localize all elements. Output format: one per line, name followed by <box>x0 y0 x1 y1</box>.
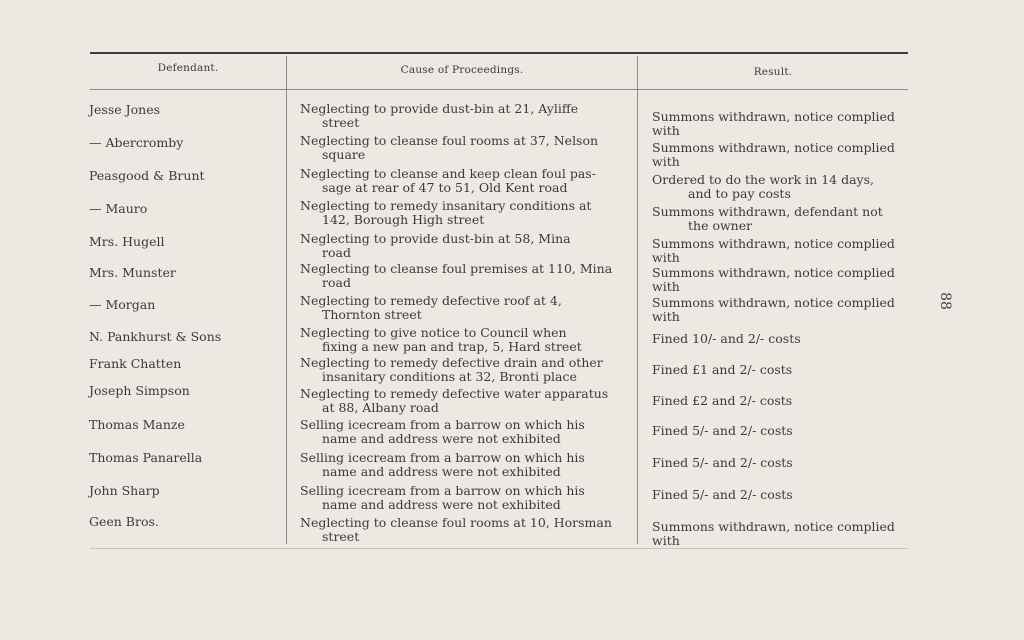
cause-line: Neglecting to remedy defective roof at 4, <box>300 293 562 308</box>
cause-line-continued: road <box>322 275 351 290</box>
result-line: Fined 5/- and 2/- costs <box>652 487 793 502</box>
table-bottom-rule <box>90 548 908 549</box>
defendant-cell: — Morgan <box>89 297 156 312</box>
cause-cell <box>300 102 630 130</box>
result-cell <box>652 394 914 408</box>
cause-line: Neglecting to remedy insanitary conditions at <box>300 198 592 213</box>
defendant-cell: — Mauro <box>89 201 148 216</box>
defendant-cell: Thomas Panarella <box>89 450 203 465</box>
result-cell <box>652 266 914 294</box>
cause-line: Selling icecream from a barrow on which his <box>300 483 585 498</box>
cause-line: Selling icecream from a barrow on which his <box>300 450 585 465</box>
result-line: Fined 5/- and 2/- costs <box>652 455 793 470</box>
result-cell <box>652 424 914 438</box>
cause-line-continued: name and address were not exhibited <box>322 497 561 512</box>
result-line: Summons withdrawn, notice complied <box>652 519 895 534</box>
cause-line-continued: Thornton street <box>322 307 422 322</box>
result-cell <box>652 363 914 377</box>
page-number: 88 <box>936 292 953 310</box>
cause-line-continued: 142, Borough High street <box>322 212 485 227</box>
cause-line: Neglecting to provide dust-bin at 58, Mina <box>300 231 571 246</box>
cause-cell <box>300 356 630 384</box>
defendant-cell: John Sharp <box>89 483 160 498</box>
cause-line: Neglecting to provide dust-bin at 21, Ayliffe <box>300 101 579 116</box>
result-line-continued: and to pay costs <box>688 186 791 201</box>
result-cell <box>652 237 914 265</box>
cause-cell <box>300 232 630 260</box>
cause-line-continued: insanitary conditions at 32, Bronti place <box>322 369 577 384</box>
cause-line: Neglecting to give notice to Council when <box>300 325 567 340</box>
result-line: Fined £1 and 2/- costs <box>652 362 793 377</box>
cause-cell <box>300 294 630 322</box>
defendant-cell: Thomas Manze <box>89 417 185 432</box>
result-cell <box>652 520 914 548</box>
result-cell <box>652 205 914 233</box>
result-cell <box>652 173 914 201</box>
cause-cell <box>300 199 630 227</box>
result-line: Summons withdrawn, notice complied <box>652 295 895 310</box>
cause-line-continued: fixing a new pan and trap, 5, Hard street <box>322 339 582 354</box>
cause-cell <box>300 326 630 354</box>
cause-line-continued: name and address were not exhibited <box>322 464 561 479</box>
cause-line-continued: sage at rear of 47 to 51, Old Kent road <box>322 180 568 195</box>
result-line-continued: with <box>652 533 680 548</box>
result-line-continued: with <box>652 123 680 138</box>
defendant-cell: Joseph Simpson <box>89 383 190 398</box>
cause-line: Neglecting to cleanse foul premises at 110, Mina <box>300 261 613 276</box>
column-divider <box>637 56 638 544</box>
result-line-continued: with <box>652 250 680 265</box>
table-top-rule <box>90 52 908 54</box>
cause-line: Selling icecream from a barrow on which his <box>300 417 585 432</box>
cause-cell <box>300 451 630 479</box>
result-line-continued: with <box>652 279 680 294</box>
header-defendant: Defendant. <box>157 62 219 74</box>
result-line-continued: the owner <box>688 218 753 233</box>
header-result: Result. <box>753 66 793 78</box>
result-line: Summons withdrawn, notice complied <box>652 265 895 280</box>
header-cause: Cause of Proceedings. <box>400 64 524 76</box>
cause-line-continued: street <box>322 529 360 544</box>
defendant-cell: Peasgood & Brunt <box>89 168 205 183</box>
defendant-cell: Frank Chatten <box>89 356 182 371</box>
cause-cell <box>300 516 630 544</box>
cause-cell <box>300 262 630 290</box>
result-line-continued: with <box>652 154 680 169</box>
result-line: Fined 5/- and 2/- costs <box>652 423 793 438</box>
defendant-cell: Jesse Jones <box>89 102 161 117</box>
result-line: Summons withdrawn, defendant not <box>652 204 883 219</box>
result-line: Fined 10/- and 2/- costs <box>652 331 801 346</box>
cause-cell <box>300 134 630 162</box>
result-line-continued: with <box>652 309 680 324</box>
cause-cell <box>300 418 630 446</box>
defendant-cell: Geen Bros. <box>89 514 159 529</box>
result-line: Summons withdrawn, notice complied <box>652 140 895 155</box>
defendant-cell: N. Pankhurst & Sons <box>89 329 222 344</box>
cause-line-continued: at 88, Albany road <box>322 400 439 415</box>
cause-line: Neglecting to remedy defective water apparatus <box>300 386 609 401</box>
cause-cell <box>300 484 630 512</box>
result-line: Ordered to do the work in 14 days, <box>652 172 874 187</box>
result-cell <box>652 488 914 502</box>
result-cell <box>652 110 914 138</box>
cause-line: Neglecting to remedy defective drain and other <box>300 355 603 370</box>
result-cell <box>652 456 914 470</box>
result-line: Summons withdrawn, notice complied <box>652 236 895 251</box>
result-line: Fined £2 and 2/- costs <box>652 393 793 408</box>
column-divider <box>286 56 287 544</box>
cause-cell <box>300 167 630 195</box>
cause-cell <box>300 387 630 415</box>
cause-line-continued: road <box>322 245 351 260</box>
result-line: Summons withdrawn, notice complied <box>652 109 895 124</box>
cause-line: Neglecting to cleanse foul rooms at 37, Nelson <box>300 133 599 148</box>
cause-line: Neglecting to cleanse and keep clean foul pas- <box>300 166 596 181</box>
header-rule <box>90 89 908 90</box>
cause-line: Neglecting to cleanse foul rooms at 10, Horsman <box>300 515 612 530</box>
defendant-cell: Mrs. Hugell <box>89 234 165 249</box>
defendant-cell: — Abercromby <box>89 135 184 150</box>
cause-line-continued: name and address were not exhibited <box>322 431 561 446</box>
defendant-cell: Mrs. Munster <box>89 265 176 280</box>
cause-line-continued: square <box>322 147 366 162</box>
result-cell <box>652 332 914 346</box>
cause-line-continued: street <box>322 115 360 130</box>
result-cell <box>652 296 914 324</box>
result-cell <box>652 141 914 169</box>
